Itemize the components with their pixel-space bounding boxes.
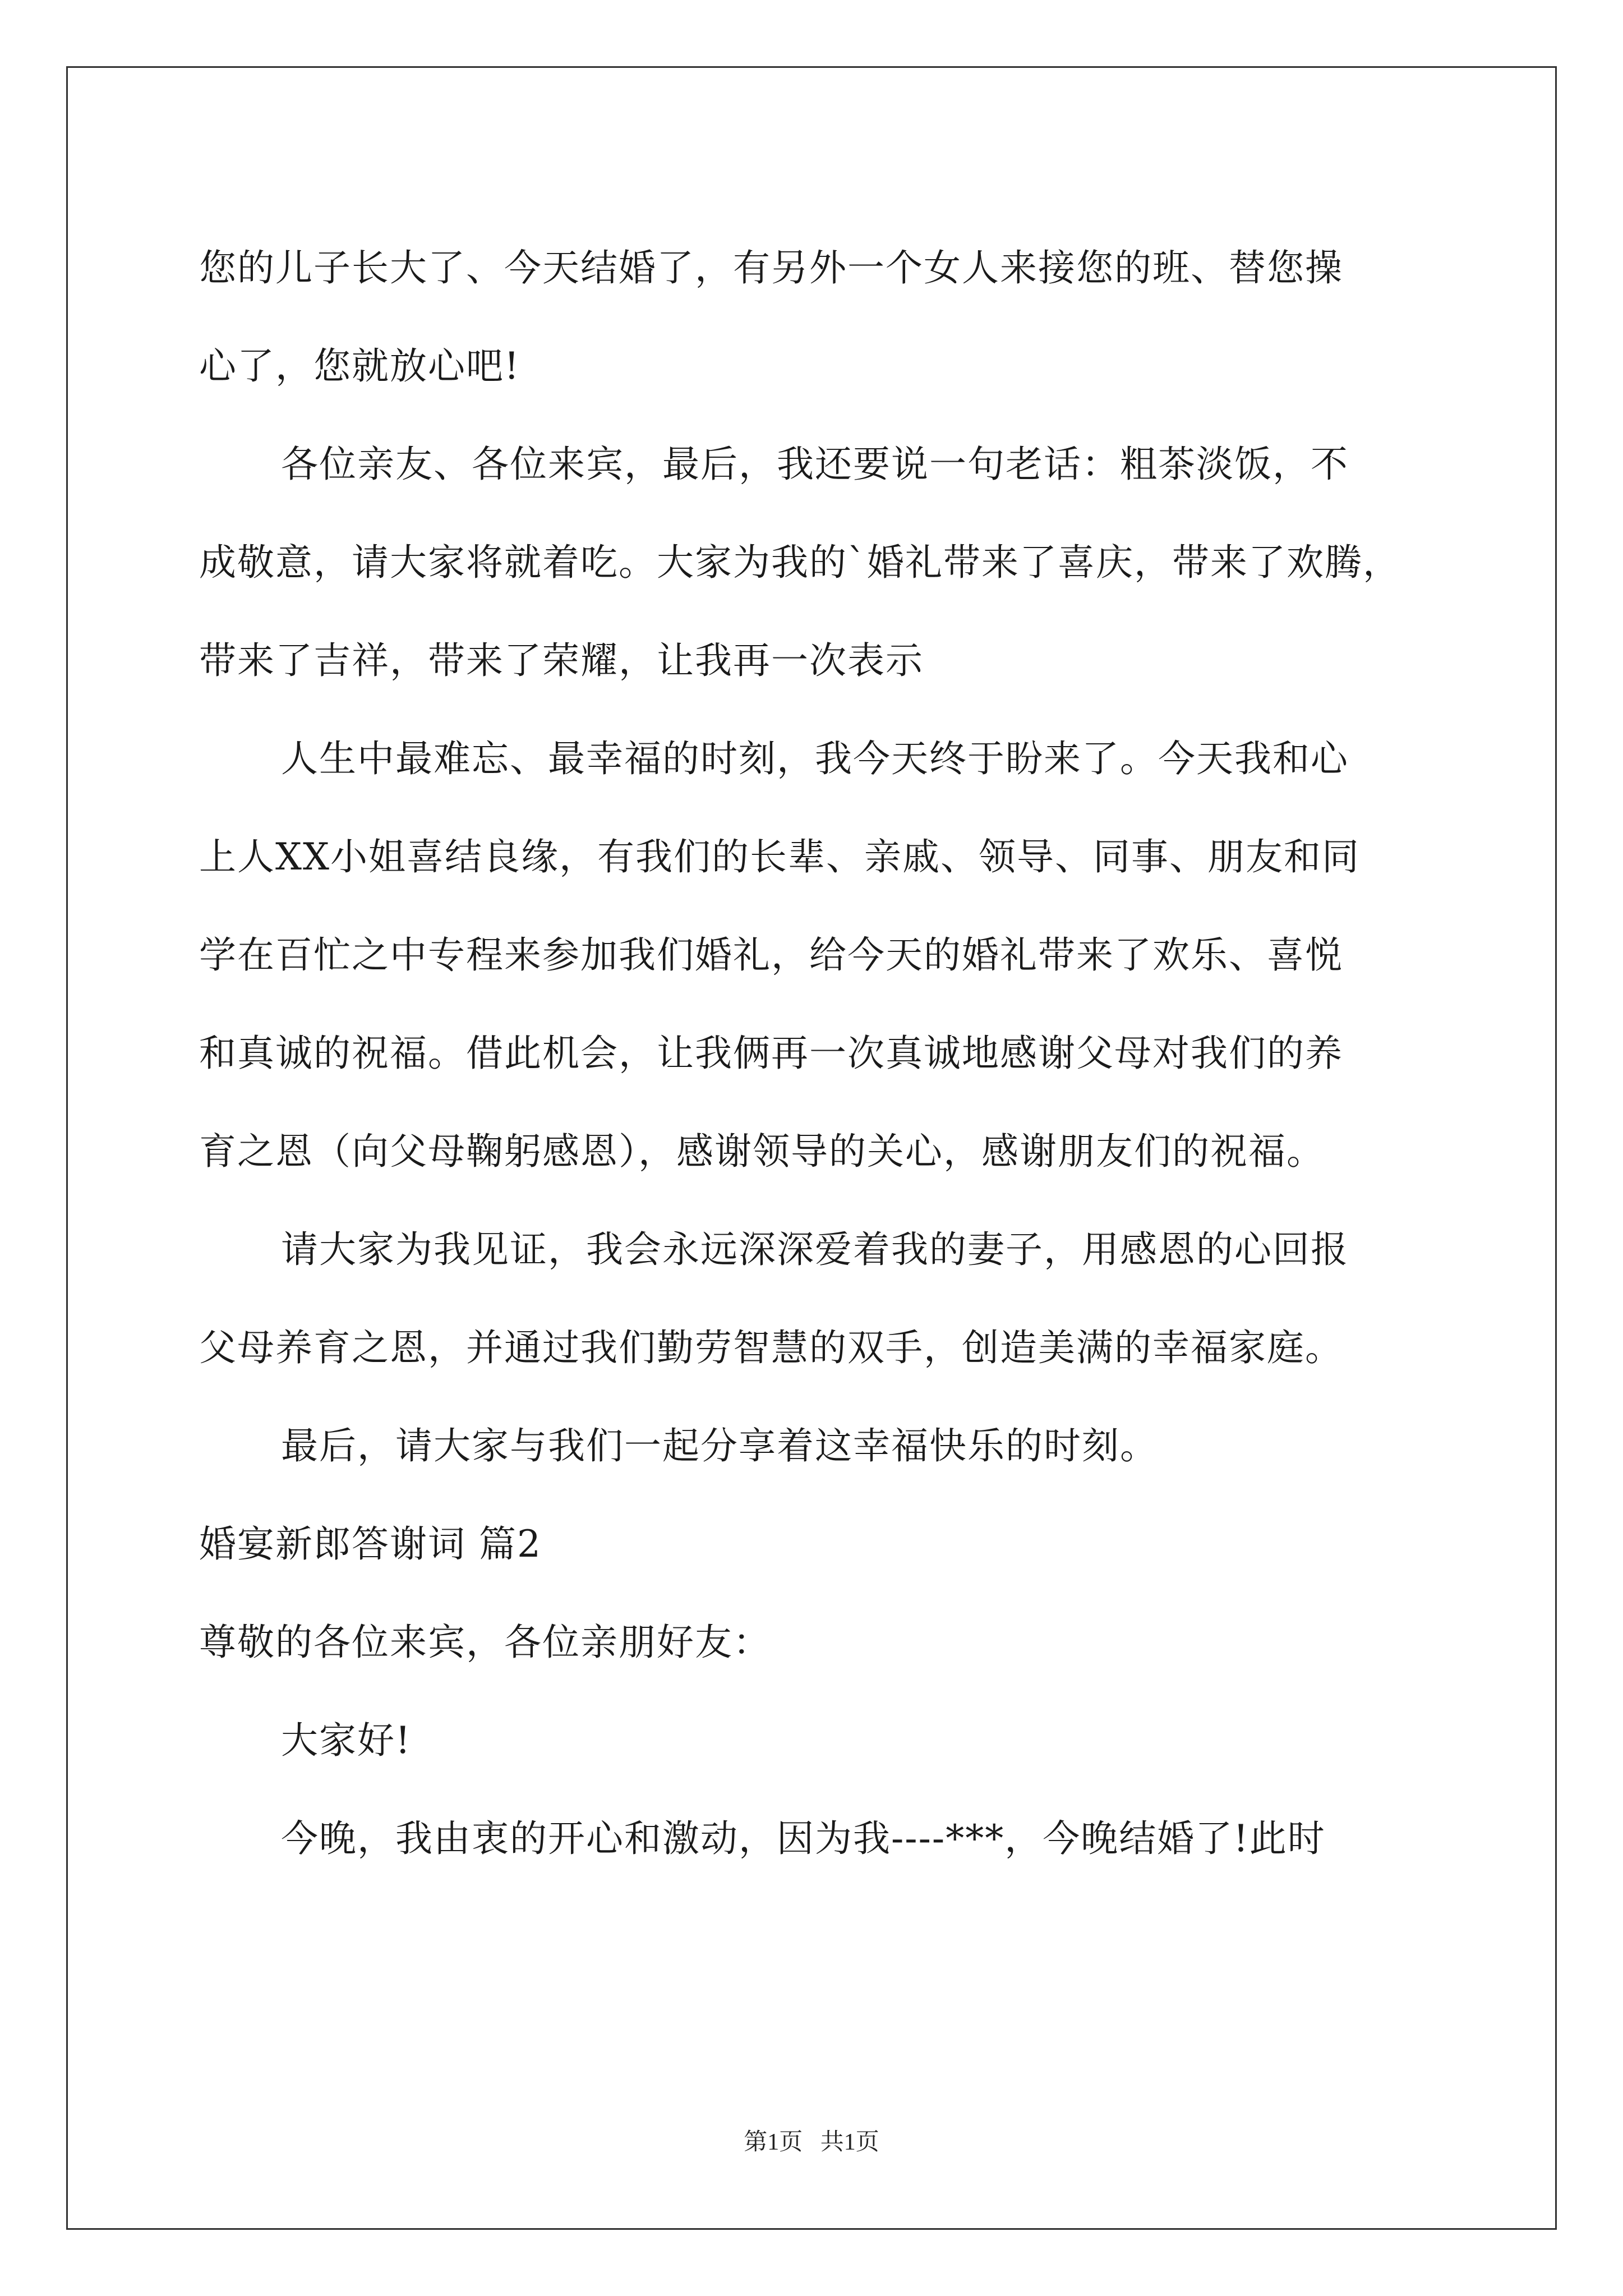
section-heading: 婚宴新郎答谢词 篇2	[199, 1522, 542, 1566]
paragraph-start: 今晚，我由衷的开心和激动，因为我----***，今晚结婚了!此时	[281, 1817, 1326, 1860]
text-line: 心了，您就放心吧!	[199, 344, 520, 388]
paragraph-start: 请大家为我见证，我会永远深深爱着我的妻子，用感恩的心回报	[281, 1228, 1349, 1271]
page-number: 第1页	[744, 2129, 803, 2155]
paragraph-start: 最后，请大家与我们一起分享着这幸福快乐的时刻。	[281, 1424, 1158, 1467]
salutation: 尊敬的各位来宾，各位亲朋好友：	[199, 1621, 771, 1664]
text-line: 您的儿子长大了、今天结婚了，有另外一个女人来接您的班、替您操	[199, 246, 1343, 289]
text-line: 父母养育之恩，并通过我们勤劳智慧的双手，创造美满的幸福家庭。	[199, 1326, 1343, 1369]
greeting: 大家好!	[281, 1719, 412, 1762]
text-line: 成敬意，请大家将就着吃。大家为我的`婚礼带来了喜庆，带来了欢腾，	[199, 541, 1401, 584]
text-line: 上人XX小姐喜结良缘，有我们的长辈、亲戚、领导、同事、朋友和同	[199, 835, 1360, 878]
paragraph-start: 各位亲友、各位来宾，最后，我还要说一句老话：粗茶淡饭，不	[281, 443, 1349, 486]
page-total: 共1页	[820, 2129, 879, 2155]
text-line: 带来了吉祥，带来了荣耀，让我再一次表示	[199, 639, 924, 682]
page-footer	[0, 2123, 1623, 2157]
text-line: 育之恩（向父母鞠躬感恩），感谢领导的关心，感谢朋友们的祝福。	[199, 1130, 1325, 1173]
text-line: 和真诚的祝福。借此机会，让我俩再一次真诚地感谢父母对我们的养	[199, 1032, 1343, 1075]
document-body	[199, 219, 1433, 1888]
paragraph-start: 人生中最难忘、最幸福的时刻，我今天终于盼来了。今天我和心	[281, 737, 1349, 780]
text-line: 学在百忙之中专程来参加我们婚礼，给今天的婚礼带来了欢乐、喜悦	[199, 933, 1343, 977]
